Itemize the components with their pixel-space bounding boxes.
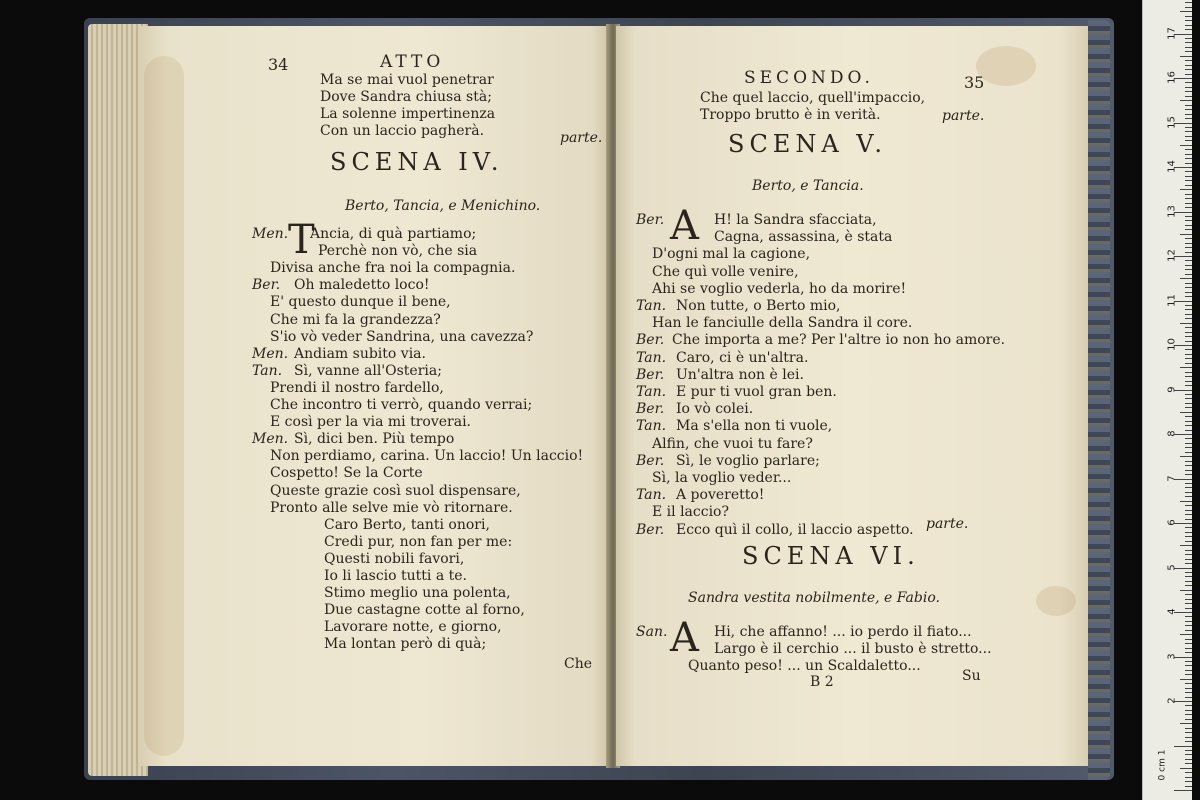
ruler-tick — [1185, 127, 1192, 128]
ruler-tick — [1185, 171, 1192, 172]
ruler-tick — [1180, 11, 1192, 12]
ruler-number: 9 — [1166, 385, 1178, 393]
ruler-tick — [1185, 229, 1192, 230]
dialogue-line: Un'altra non è lei. — [676, 366, 804, 383]
ruler-number: 2 — [1166, 697, 1178, 704]
speaker-label: Men. — [252, 431, 289, 448]
ruler-tick — [1185, 461, 1192, 462]
ruler-number: 14 — [1166, 160, 1178, 173]
dialogue-line: Sì, le voglio parlare; — [676, 452, 820, 469]
ruler-number: 6 — [1166, 519, 1178, 526]
ruler-tick — [1185, 443, 1192, 444]
dialogue-line: Non perdiamo, carina. Un laccio! Un laccio! — [270, 448, 584, 465]
exit-note: parte. — [560, 130, 603, 146]
ruler-tick — [1185, 96, 1192, 97]
speaker-label: Ber. — [636, 366, 665, 383]
ruler-tick — [1185, 603, 1192, 604]
ruler-tick — [1185, 265, 1192, 266]
ruler-tick — [1185, 407, 1192, 408]
ruler-tick — [1185, 554, 1192, 555]
ruler-number: 17 — [1166, 26, 1178, 40]
ruler-tick — [1185, 492, 1192, 493]
ruler-tick — [1185, 661, 1192, 662]
ruler-tick — [1180, 590, 1192, 591]
ruler-tick — [1180, 723, 1192, 724]
ruler-tick — [1185, 385, 1192, 386]
ruler-tick — [1185, 194, 1192, 195]
ruler-tick — [1185, 287, 1192, 288]
ruler-tick — [1185, 599, 1192, 600]
ruler-number: 10 — [1166, 338, 1178, 351]
dialogue-line: Cagna, assassina, è stata — [714, 229, 893, 246]
ruler-tick — [1185, 336, 1192, 337]
ruler-tick — [1185, 180, 1192, 181]
ruler-tick — [1174, 790, 1192, 791]
ruler-tick — [1185, 559, 1192, 560]
speaker-label: Tan. — [636, 487, 667, 504]
dialogue-line: Io li lascio tutti a te. — [324, 568, 468, 584]
scene-title: SCENA IV. — [330, 148, 504, 176]
ruler-tick — [1185, 207, 1192, 208]
signature-mark: B 2 — [810, 674, 834, 690]
dialogue-line: Sì, vanne all'Osteria; — [294, 362, 442, 379]
ruler-tick — [1185, 60, 1192, 61]
ruler-tick — [1185, 109, 1192, 110]
dialogue-line: Perchè non vò, che sia — [318, 243, 478, 260]
ruler-tick — [1185, 781, 1192, 782]
ruler-tick — [1185, 692, 1192, 693]
dialogue-line: Pronto alle selve mie vò ritornare. — [270, 499, 513, 516]
speaker-label: Men. — [252, 345, 289, 362]
ruler-tick — [1185, 25, 1192, 26]
ruler-tick — [1185, 82, 1192, 83]
ruler-tick — [1185, 91, 1192, 92]
ruler-tick — [1185, 341, 1192, 342]
ruler-unit-label: 0 cm 1 — [1157, 749, 1168, 781]
ruler-number: 8 — [1166, 430, 1178, 437]
dialogue-line: Credi pur, non fan per me: — [324, 533, 513, 550]
ruler-tick — [1185, 243, 1192, 244]
ruler-tick — [1185, 741, 1192, 742]
ruler-tick — [1185, 296, 1192, 297]
ruler-tick — [1185, 594, 1192, 595]
ruler-tick — [1185, 643, 1192, 644]
ruler-tick — [1185, 510, 1192, 511]
verse-line: Troppo brutto è in verità. — [700, 107, 881, 123]
ruler-tick — [1185, 363, 1192, 364]
speaker-label: Men. — [252, 226, 289, 242]
dialogue-line: Oh maledetto loco! — [294, 277, 430, 294]
ruler-tick — [1185, 754, 1192, 755]
ruler-tick — [1185, 483, 1192, 484]
speaker-label: Tan. — [636, 349, 667, 366]
ruler-tick — [1180, 100, 1192, 101]
drop-cap: T — [288, 217, 315, 263]
measuring-ruler — [1142, 0, 1192, 800]
ruler-tick — [1185, 309, 1192, 310]
character-list: Berto, Tancia, e Menichino. — [345, 198, 541, 214]
speaker-label: Tan. — [636, 384, 667, 400]
dialogue-line: Queste grazie così suol dispensare, — [270, 482, 521, 499]
dialogue-line: Stimo meglio una polenta, — [324, 585, 511, 602]
ruler-tick — [1185, 398, 1192, 399]
ruler-tick — [1185, 683, 1192, 684]
ruler-tick — [1185, 7, 1192, 8]
ruler-tick — [1185, 421, 1192, 422]
ruler-tick — [1180, 189, 1192, 190]
ruler-tick — [1185, 763, 1192, 764]
ruler-tick — [1185, 581, 1192, 582]
drop-cap: A — [670, 203, 699, 249]
ruler-tick — [1185, 74, 1192, 75]
exit-note: parte. — [942, 108, 985, 124]
page-stain — [976, 46, 1036, 86]
ruler-tick — [1185, 252, 1192, 253]
ruler-tick — [1180, 679, 1192, 680]
dialogue-line: Ma lontan però di quà; — [324, 636, 487, 653]
ruler-tick — [1185, 149, 1192, 150]
ruler-tick — [1185, 688, 1192, 689]
running-head: SECONDO. — [744, 68, 874, 88]
ruler-tick — [1185, 616, 1192, 617]
speaker-label: Ber. — [636, 521, 665, 538]
ruler-number: 16 — [1166, 71, 1178, 84]
ruler-tick — [1185, 576, 1192, 577]
ruler-tick — [1185, 670, 1192, 671]
ruler-tick — [1185, 29, 1192, 30]
ruler-tick — [1185, 260, 1192, 261]
ruler-tick — [1180, 501, 1192, 502]
ruler-tick — [1185, 87, 1192, 88]
dialogue-line: E il laccio? — [652, 504, 729, 521]
ruler-tick — [1185, 65, 1192, 66]
ruler-tick — [1185, 608, 1192, 609]
ruler-tick — [1185, 358, 1192, 359]
ruler-tick — [1180, 323, 1192, 324]
ruler-tick — [1185, 154, 1192, 155]
ruler-tick — [1180, 456, 1192, 457]
ruler-tick — [1185, 697, 1192, 698]
left-page — [140, 26, 610, 766]
ruler-tick — [1185, 381, 1192, 382]
ruler-tick — [1185, 710, 1192, 711]
dialogue-line: Non tutte, o Berto mio, — [676, 298, 841, 314]
speaker-label: Ber. — [636, 452, 665, 469]
dialogue-line: Ancia, di quà partiamo; — [310, 226, 477, 242]
dialogue-line: Ma s'ella non ti vuole, — [676, 418, 833, 435]
verse-line: Che quel laccio, quell'impaccio, — [700, 90, 926, 106]
ruler-tick — [1185, 786, 1192, 787]
ruler-tick — [1185, 292, 1192, 293]
page-stain — [144, 56, 184, 756]
ruler-tick — [1185, 51, 1192, 52]
cover-edge — [1088, 20, 1110, 780]
ruler-number: 13 — [1166, 204, 1178, 218]
ruler-tick — [1185, 354, 1192, 355]
scene-title: SCENA V. — [728, 130, 888, 158]
ruler-tick — [1185, 185, 1192, 186]
dialogue-line: S'io vò veder Sandrina, una cavezza? — [270, 328, 534, 345]
dialogue-line: Prendi il nostro fardello, — [270, 379, 444, 396]
verse-line: Con un laccio pagherà. — [320, 123, 485, 139]
ruler-tick — [1185, 532, 1192, 533]
dialogue-line: H! la Sandra sfacciata, — [714, 212, 877, 228]
ruler-tick — [1185, 314, 1192, 315]
ruler-tick — [1185, 772, 1192, 773]
character-list: Berto, e Tancia. — [752, 178, 864, 194]
ruler-tick — [1180, 145, 1192, 146]
ruler-tick — [1185, 69, 1192, 70]
ruler-tick — [1185, 665, 1192, 666]
ruler-tick — [1185, 470, 1192, 471]
ruler-tick — [1185, 536, 1192, 537]
ruler-number: 4 — [1166, 608, 1178, 615]
ruler-tick — [1185, 425, 1192, 426]
ruler-tick — [1185, 118, 1192, 119]
right-page — [616, 26, 1088, 766]
ruler-tick — [1185, 585, 1192, 586]
ruler-tick — [1185, 403, 1192, 404]
speaker-label: Tan. — [252, 362, 283, 379]
ruler-tick — [1185, 163, 1192, 164]
ruler-tick — [1185, 372, 1192, 373]
ruler-tick — [1185, 750, 1192, 751]
ruler-tick — [1180, 412, 1192, 413]
ruler-tick — [1185, 216, 1192, 217]
ruler-tick — [1185, 732, 1192, 733]
ruler-number: 12 — [1166, 249, 1178, 262]
ruler-tick — [1185, 496, 1192, 497]
ruler-number: 5 — [1166, 563, 1178, 571]
character-list: Sandra vestita nobilmente, e Fabio. — [688, 590, 940, 606]
ruler-tick — [1180, 56, 1192, 57]
ruler-tick — [1185, 719, 1192, 720]
ruler-tick — [1185, 487, 1192, 488]
ruler-tick — [1180, 278, 1192, 279]
ruler-tick — [1185, 203, 1192, 204]
dialogue-line: Che mi fa la grandezza? — [270, 311, 441, 328]
ruler-tick — [1185, 777, 1192, 778]
ruler-tick — [1185, 140, 1192, 141]
ruler-tick — [1185, 131, 1192, 132]
ruler-tick — [1185, 438, 1192, 439]
dialogue-line: Caro, ci è un'altra. — [676, 349, 809, 366]
ruler-number: 7 — [1166, 474, 1178, 482]
dialogue-line: Cospetto! Se la Corte — [270, 465, 423, 482]
ruler-tick — [1185, 674, 1192, 675]
ruler-tick — [1185, 737, 1192, 738]
ruler-tick — [1185, 625, 1192, 626]
ruler-tick — [1185, 318, 1192, 319]
ruler-tick — [1185, 283, 1192, 284]
ruler-tick — [1185, 474, 1192, 475]
dialogue-line: Han le fanciulle della Sandra il core. — [652, 315, 913, 332]
ruler-tick — [1185, 16, 1192, 17]
ruler-number: 3 — [1166, 652, 1178, 660]
ruler-tick — [1185, 198, 1192, 199]
dialogue-line: Che quì volle venire, — [652, 263, 799, 280]
ruler-tick — [1185, 327, 1192, 328]
verse-line: Dove Sandra chiusa stà; — [320, 89, 492, 105]
ruler-tick — [1185, 541, 1192, 542]
speaker-label: Ber. — [636, 332, 665, 349]
dialogue-line: Divisa anche fra noi la compagnia. — [270, 260, 516, 277]
ruler-tick — [1185, 505, 1192, 506]
ruler-tick — [1185, 332, 1192, 333]
page-number: 34 — [268, 55, 289, 74]
ruler-tick — [1185, 269, 1192, 270]
ruler-tick — [1185, 136, 1192, 137]
ruler-tick — [1185, 38, 1192, 39]
catchword: Che — [564, 656, 593, 672]
ruler-tick — [1185, 20, 1192, 21]
page-number: 35 — [964, 73, 985, 92]
ruler-tick — [1185, 238, 1192, 239]
drop-cap: A — [670, 615, 699, 661]
catchword: Su — [962, 668, 981, 684]
ruler-number: 11 — [1166, 293, 1178, 307]
speaker-label: Ber. — [252, 277, 281, 294]
ruler-tick — [1185, 105, 1192, 106]
ruler-tick — [1180, 545, 1192, 546]
dialogue-line: Che importa a me? Per l'altre io non ho amore. — [672, 332, 1006, 349]
ruler-tick — [1185, 349, 1192, 350]
ruler-tick — [1185, 220, 1192, 221]
ruler-tick — [1185, 447, 1192, 448]
ruler-tick — [1185, 728, 1192, 729]
dialogue-line: Sì, la voglio veder... — [652, 470, 792, 486]
ruler-tick — [1185, 47, 1192, 48]
ruler-tick — [1185, 158, 1192, 159]
dialogue-line: Due castagne cotte al forno, — [324, 602, 525, 619]
ruler-tick — [1185, 621, 1192, 622]
ruler-tick — [1185, 430, 1192, 431]
dialogue-line: Caro Berto, tanti onori, — [324, 516, 490, 533]
ruler-tick — [1185, 527, 1192, 528]
speaker-label: Ber. — [636, 401, 665, 418]
ruler-tick — [1185, 247, 1192, 248]
ruler-tick — [1185, 519, 1192, 520]
ruler-tick — [1185, 465, 1192, 466]
dialogue-line: Lavorare notte, e giorno, — [324, 619, 502, 636]
ruler-tick — [1185, 274, 1192, 275]
speaker-label: San. — [636, 624, 668, 640]
verse-line: Ma se mai vuol penetrar — [320, 72, 494, 88]
page-stain — [1036, 586, 1076, 616]
page-stack — [88, 24, 148, 776]
running-head: ATTO — [380, 52, 445, 72]
ruler-tick — [1185, 225, 1192, 226]
dialogue-line: E' questo dunque il bene, — [270, 294, 451, 311]
dialogue-line: Ecco quì il collo, il laccio aspetto. — [676, 521, 914, 538]
dialogue-line: Sì, dici ben. Più tempo — [294, 431, 455, 448]
ruler-tick — [1185, 714, 1192, 715]
ruler-tick — [1185, 376, 1192, 377]
ruler-tick — [1185, 572, 1192, 573]
ruler-tick — [1185, 639, 1192, 640]
ruler-tick — [1185, 759, 1192, 760]
ruler-tick — [1185, 114, 1192, 115]
dialogue-line: Quanto peso! ... un Scaldaletto... — [688, 658, 921, 674]
ruler-tick — [1180, 634, 1192, 635]
ruler-tick — [1185, 176, 1192, 177]
ruler-tick — [1185, 2, 1192, 3]
ruler-tick — [1185, 648, 1192, 649]
dialogue-line: Che incontro ti verrò, quando verrai; — [270, 397, 533, 413]
ruler-tick — [1185, 416, 1192, 417]
ruler-tick — [1185, 305, 1192, 306]
ruler-tick — [1180, 234, 1192, 235]
ruler-tick — [1180, 768, 1192, 769]
ruler-tick — [1185, 630, 1192, 631]
speaker-label: Tan. — [636, 298, 667, 314]
scene-title: SCENA VI. — [742, 542, 920, 570]
ruler-tick — [1185, 42, 1192, 43]
verse-line: La solenne impertinenza — [320, 106, 496, 122]
speaker-label: Ber. — [636, 212, 665, 228]
dialogue-line: Ahi se voglio vederla, ho da morire! — [652, 280, 907, 297]
dialogue-line: Hi, che affanno! ... io perdo il fiato... — [714, 624, 972, 640]
dialogue-line: E così per la via mi troverai. — [270, 414, 472, 431]
dialogue-line: Questi nobili favori, — [324, 550, 465, 567]
dialogue-line: Largo è il cerchio ... il busto è stretto... — [714, 641, 992, 657]
exit-note: parte. — [926, 516, 969, 532]
dialogue-line: A poveretto! — [676, 487, 765, 504]
ruler-tick — [1185, 652, 1192, 653]
speaker-label: Tan. — [636, 418, 667, 435]
ruler-tick — [1185, 705, 1192, 706]
dialogue-line: Io vò colei. — [676, 401, 754, 418]
dialogue-line: D'ogni mal la cagione, — [652, 246, 811, 263]
ruler-number: 15 — [1166, 115, 1178, 129]
ruler-tick — [1185, 514, 1192, 515]
dialogue-line: Alfin, che vuoi tu fare? — [652, 435, 813, 452]
ruler-tick — [1185, 452, 1192, 453]
ruler-tick — [1174, 746, 1192, 747]
ruler-tick — [1185, 550, 1192, 551]
ruler-tick — [1185, 563, 1192, 564]
ruler-tick — [1180, 367, 1192, 368]
dialogue-line: E pur ti vuol gran ben. — [676, 384, 837, 400]
dialogue-line: Andiam subito via. — [294, 345, 426, 362]
ruler-tick — [1185, 394, 1192, 395]
